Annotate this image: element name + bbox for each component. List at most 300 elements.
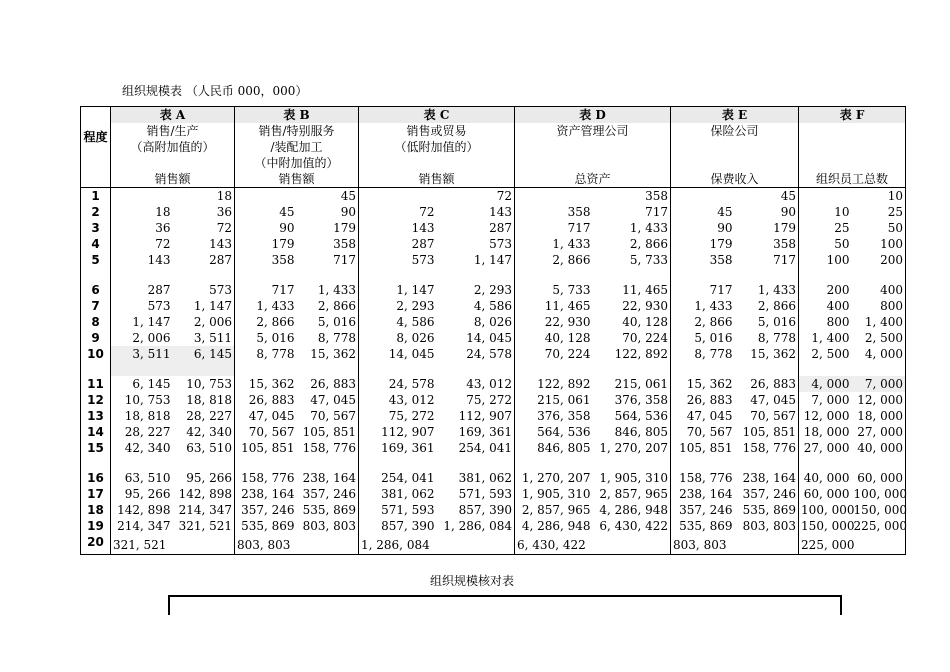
range-max: 70, 567 (297, 408, 359, 424)
table-row (81, 518, 906, 534)
range-min: 15, 362 (248, 377, 295, 391)
range-max: 40, 000 (852, 440, 906, 456)
range-max: 1, 286, 084 (437, 518, 515, 534)
range-max: 400 (852, 282, 906, 298)
range-max: 47, 045 (735, 392, 799, 408)
range-max: 1, 433 (593, 220, 671, 236)
range-min (799, 188, 852, 205)
range-max: 573 (173, 282, 235, 298)
range-max: 254, 041 (437, 440, 515, 456)
range-max: 287 (173, 252, 235, 268)
spacer-cell (437, 456, 515, 470)
range-max: 15, 362 (297, 346, 359, 362)
range-min: 2, 857, 965 (521, 503, 591, 517)
table-description: （高附加值的） (111, 139, 235, 155)
range-max: 150, 000 (853, 503, 907, 517)
spacer-cell (359, 362, 437, 376)
range-max: 8, 778 (297, 330, 359, 346)
range-min: 535, 869 (679, 519, 733, 533)
spacer-cell (173, 362, 235, 376)
range-min: 112, 907 (381, 425, 435, 439)
spacer-cell (515, 268, 593, 282)
range-max: 14, 045 (437, 330, 515, 346)
header-row-names (81, 107, 906, 124)
range-min: 15, 362 (686, 377, 733, 391)
range-min: 357, 246 (241, 503, 295, 517)
range-min: 287 (147, 283, 171, 297)
range-max: 40, 128 (593, 314, 671, 330)
range-min: 2, 293 (396, 299, 435, 313)
range-min: 18, 818 (124, 409, 171, 423)
range-min: 6, 145 (132, 377, 171, 391)
spacer-cell (297, 456, 359, 470)
range-min: 42, 340 (124, 441, 171, 455)
table-description: 销售或贸易 (359, 123, 515, 139)
range-min: 1, 286, 084 (359, 534, 437, 555)
range-min: 1, 270, 207 (521, 471, 591, 485)
spacer-cell (799, 456, 852, 470)
table-metric: 总资产 (515, 171, 671, 188)
range-min: 40, 000 (803, 471, 850, 485)
range-max: 200 (852, 252, 906, 268)
table-row (81, 252, 906, 268)
range-max: 50 (852, 220, 906, 236)
spacer-cell (671, 268, 735, 282)
spacer-cell (81, 268, 111, 282)
range-min: 40, 128 (544, 331, 591, 345)
row-spacer (81, 268, 906, 282)
table-row (81, 220, 906, 236)
range-max: 8, 026 (437, 314, 515, 330)
range-min: 14, 045 (388, 347, 435, 361)
range-min: 8, 026 (396, 331, 435, 345)
range-max: 1, 270, 207 (593, 440, 671, 456)
range-min: 26, 883 (248, 393, 295, 407)
table-row (81, 346, 906, 362)
range-max: 571, 593 (437, 486, 515, 502)
range-max: 1, 147 (173, 298, 235, 314)
range-min: 100, 000 (801, 503, 855, 517)
table-description: 销售/生产 (111, 123, 235, 139)
organization-size-table (80, 106, 906, 555)
range-max: 1, 400 (852, 314, 906, 330)
table-row (81, 424, 906, 440)
range-max: 26, 883 (735, 376, 799, 392)
range-min: 26, 883 (686, 393, 733, 407)
level-number: 15 (81, 440, 111, 456)
level-number: 1 (81, 188, 111, 205)
range-min: 179 (709, 237, 733, 251)
table-row (81, 408, 906, 424)
range-max: 2, 866 (735, 298, 799, 314)
range-min: 50 (834, 237, 850, 251)
table-row (81, 440, 906, 456)
spacer-cell (735, 362, 799, 376)
table-name: 表 D (515, 107, 671, 124)
table-description (799, 123, 906, 139)
spacer-cell (173, 456, 235, 470)
range-min: 72 (419, 205, 435, 219)
range-min: 72 (155, 237, 171, 251)
range-max: 11, 465 (593, 282, 671, 298)
range-max: 1, 433 (735, 282, 799, 298)
range-min: 90 (279, 221, 295, 235)
range-min: 358 (709, 253, 733, 267)
range-max: 158, 776 (735, 440, 799, 456)
range-min: 200 (826, 283, 850, 297)
range-min: 803, 803 (671, 534, 735, 555)
range-min: 4, 000 (799, 376, 852, 392)
table-metric: 组织员工总数 (799, 171, 906, 188)
range-min: 63, 510 (124, 471, 171, 485)
level-number: 7 (81, 298, 111, 314)
range-max: 2, 006 (173, 314, 235, 330)
level-number: 18 (81, 502, 111, 518)
range-min: 717 (567, 221, 591, 235)
range-max: 535, 869 (297, 502, 359, 518)
range-min: 254, 041 (381, 471, 435, 485)
table-description (671, 155, 799, 171)
range-max: 321, 521 (173, 518, 235, 534)
table-description: （中附加值的） (235, 155, 359, 171)
range-max: 18, 818 (173, 392, 235, 408)
range-max: 179 (297, 220, 359, 236)
table-description (515, 139, 671, 155)
range-min: 5, 733 (552, 283, 591, 297)
table-row (81, 534, 906, 555)
range-max: 5, 016 (297, 314, 359, 330)
range-min: 4, 286, 948 (521, 519, 591, 533)
range-max: 357, 246 (297, 486, 359, 502)
header-row-desc (81, 139, 906, 155)
range-min: 2, 866 (552, 253, 591, 267)
table-description (111, 155, 235, 171)
range-max: 27, 000 (852, 424, 906, 440)
level-number: 17 (81, 486, 111, 502)
table-row (81, 330, 906, 346)
range-max: 358 (593, 188, 671, 205)
range-max: 358 (297, 236, 359, 252)
spacer-cell (111, 268, 173, 282)
table-metric: 销售额 (111, 171, 235, 188)
range-min: 1, 147 (396, 283, 435, 297)
range-max (593, 534, 671, 555)
range-min: 45 (717, 205, 733, 219)
range-max: 573 (437, 236, 515, 252)
range-min: 45 (279, 205, 295, 219)
range-min: 36 (155, 221, 171, 235)
row-spacer (81, 362, 906, 376)
range-max: 1, 433 (297, 282, 359, 298)
range-min: 571, 593 (381, 503, 435, 517)
range-max: 72 (437, 188, 515, 205)
table-row (81, 502, 906, 518)
range-max: 45 (297, 188, 359, 205)
level-number: 5 (81, 252, 111, 268)
range-min (671, 188, 735, 205)
range-max: 95, 266 (173, 470, 235, 486)
range-max: 24, 578 (437, 346, 515, 362)
spacer-cell (235, 456, 297, 470)
range-max: 846, 805 (593, 424, 671, 440)
level-number: 8 (81, 314, 111, 330)
range-max: 42, 340 (173, 424, 235, 440)
range-max: 179 (735, 220, 799, 236)
range-min: 1, 433 (256, 299, 295, 313)
range-min: 803, 803 (235, 534, 297, 555)
range-max: 100, 000 (853, 487, 907, 501)
range-min: 100 (826, 253, 850, 267)
header-row-desc (81, 123, 906, 139)
spacer-cell (735, 456, 799, 470)
range-min (111, 188, 173, 205)
spacer-cell (359, 268, 437, 282)
range-min: 75, 272 (388, 409, 435, 423)
table-name: 表 C (359, 107, 515, 124)
range-max: 28, 227 (173, 408, 235, 424)
range-max: 10 (852, 188, 906, 205)
range-max: 70, 224 (593, 330, 671, 346)
range-min: 2, 006 (132, 331, 171, 345)
range-min: 143 (411, 221, 435, 235)
range-min: 800 (826, 315, 850, 329)
range-max: 4, 286, 948 (593, 502, 671, 518)
range-min: 1, 905, 310 (521, 487, 591, 501)
range-max: 45 (735, 188, 799, 205)
range-max: 15, 362 (735, 346, 799, 362)
range-max: 376, 358 (593, 392, 671, 408)
range-max: 717 (297, 252, 359, 268)
range-min: 4, 586 (396, 315, 435, 329)
range-min: 400 (826, 299, 850, 313)
range-max: 43, 012 (437, 376, 515, 392)
range-max: 5, 733 (593, 252, 671, 268)
spacer-cell (593, 362, 671, 376)
range-min: 70, 567 (248, 425, 295, 439)
range-min (235, 188, 297, 205)
spacer-cell (852, 268, 906, 282)
range-max: 857, 390 (437, 502, 515, 518)
table-description (799, 155, 906, 171)
table-description (515, 155, 671, 171)
table-row (81, 314, 906, 330)
range-max: 72 (173, 220, 235, 236)
range-min: 535, 869 (241, 519, 295, 533)
table-description (359, 155, 515, 171)
range-min: 90 (717, 221, 733, 235)
page-title: 组织规模表 （人民币 000，000） (122, 84, 308, 98)
level-number: 6 (81, 282, 111, 298)
range-min: 857, 390 (381, 519, 435, 533)
range-max (437, 534, 515, 555)
range-min: 846, 805 (537, 441, 591, 455)
range-max: 112, 907 (437, 408, 515, 424)
spacer-cell (593, 456, 671, 470)
range-min: 142, 898 (117, 503, 171, 517)
range-min: 70, 224 (544, 347, 591, 361)
level-number: 3 (81, 220, 111, 236)
table-row (81, 236, 906, 252)
table-row (81, 204, 906, 220)
range-max: 4, 586 (437, 298, 515, 314)
range-min: 321, 521 (111, 534, 173, 555)
range-min: 47, 045 (248, 409, 295, 423)
range-max: 357, 246 (735, 486, 799, 502)
range-max: 143 (437, 204, 515, 220)
range-max: 535, 869 (735, 502, 799, 518)
range-min: 7, 000 (811, 393, 850, 407)
level-number: 12 (81, 392, 111, 408)
range-min: 24, 578 (388, 377, 435, 391)
range-min: 573 (147, 299, 171, 313)
table-description: 销售/特别服务 (235, 123, 359, 139)
table-metric: 销售额 (235, 171, 359, 188)
range-min: 5, 016 (256, 331, 295, 345)
range-min: 11, 465 (544, 299, 591, 313)
range-max: 18 (173, 188, 235, 205)
range-max: 105, 851 (297, 424, 359, 440)
range-max: 142, 898 (173, 486, 235, 502)
header-row-metric (81, 171, 906, 188)
range-max: 22, 930 (593, 298, 671, 314)
range-min: 573 (411, 253, 435, 267)
level-number: 9 (81, 330, 111, 346)
level-number: 10 (81, 346, 111, 362)
level-number: 16 (81, 470, 111, 486)
range-min: 1, 433 (694, 299, 733, 313)
range-max: 7, 000 (852, 376, 906, 392)
range-max: 100 (852, 236, 906, 252)
range-min: 717 (709, 283, 733, 297)
range-max: 105, 851 (735, 424, 799, 440)
table-description: /装配加工 (235, 139, 359, 155)
range-max: 1, 905, 310 (593, 470, 671, 486)
range-min: 95, 266 (124, 487, 171, 501)
range-max: 4, 000 (852, 346, 906, 362)
range-max (297, 534, 359, 555)
range-min: 43, 012 (388, 393, 435, 407)
range-max: 18, 000 (852, 408, 906, 424)
range-max: 143 (173, 236, 235, 252)
range-max: 358 (735, 236, 799, 252)
range-min: 143 (147, 253, 171, 267)
range-max: 25 (852, 204, 906, 220)
range-min: 28, 227 (124, 425, 171, 439)
range-min: 150, 000 (801, 519, 855, 533)
range-min: 238, 164 (241, 487, 295, 501)
table-row (81, 282, 906, 298)
range-min (359, 188, 437, 205)
range-min: 225, 000 (799, 534, 852, 555)
range-min: 717 (271, 283, 295, 297)
range-max: 564, 536 (593, 408, 671, 424)
range-min: 1, 147 (132, 315, 171, 329)
range-min: 5, 016 (694, 331, 733, 345)
table-name: 表 F (799, 107, 906, 124)
range-min: 12, 000 (803, 409, 850, 423)
spacer-cell (437, 268, 515, 282)
range-max: 169, 361 (437, 424, 515, 440)
range-min: 238, 164 (679, 487, 733, 501)
range-max: 717 (593, 204, 671, 220)
range-min: 47, 045 (686, 409, 733, 423)
range-max: 800 (852, 298, 906, 314)
table-row (81, 298, 906, 314)
checklist-caption: 组织规模核对表 (430, 574, 515, 588)
range-min: 8, 778 (256, 347, 295, 361)
spacer-cell (359, 456, 437, 470)
range-max (735, 534, 799, 555)
range-max: 8, 778 (735, 330, 799, 346)
range-max: 1, 147 (437, 252, 515, 268)
range-min: 376, 358 (537, 409, 591, 423)
table-metric: 销售额 (359, 171, 515, 188)
range-max: 381, 062 (437, 470, 515, 486)
spacer-cell (81, 456, 111, 470)
table-row (81, 392, 906, 408)
spacer-cell (671, 362, 735, 376)
range-min: 158, 776 (679, 471, 733, 485)
range-max: 5, 016 (735, 314, 799, 330)
range-max: 26, 883 (297, 376, 359, 392)
level-number: 14 (81, 424, 111, 440)
range-max (173, 534, 235, 555)
header-row-desc (81, 155, 906, 171)
range-min: 2, 500 (811, 347, 850, 361)
range-min: 358 (567, 205, 591, 219)
spacer-cell (799, 268, 852, 282)
range-min: 214, 347 (117, 519, 171, 533)
table-description: 资产管理公司 (515, 123, 671, 139)
spacer-cell (111, 456, 173, 470)
spacer-cell (173, 268, 235, 282)
range-max: 75, 272 (437, 392, 515, 408)
range-min: 27, 000 (803, 441, 850, 455)
level-number: 20 (81, 534, 111, 555)
range-max: 47, 045 (297, 392, 359, 408)
table-name: 表 A (111, 107, 235, 124)
range-max: 215, 061 (593, 376, 671, 392)
range-max: 122, 892 (593, 346, 671, 362)
range-max: 225, 000 (853, 519, 907, 533)
range-max: 717 (735, 252, 799, 268)
range-max: 6, 430, 422 (593, 518, 671, 534)
spacer-cell (235, 362, 297, 376)
range-min: 381, 062 (381, 487, 435, 501)
range-min: 1, 400 (811, 331, 850, 345)
range-min: 60, 000 (803, 487, 850, 501)
range-min: 10, 753 (124, 393, 171, 407)
range-min: 287 (411, 237, 435, 251)
range-min: 105, 851 (241, 441, 295, 455)
table-row (81, 188, 906, 205)
range-min: 2, 866 (694, 315, 733, 329)
range-max: 2, 500 (852, 330, 906, 346)
range-max: 2, 866 (297, 298, 359, 314)
range-max: 2, 866 (593, 236, 671, 252)
range-min: 18 (155, 205, 171, 219)
spacer-cell (437, 362, 515, 376)
range-min: 179 (271, 237, 295, 251)
range-max: 60, 000 (852, 470, 906, 486)
table-metric: 保费收入 (671, 171, 799, 188)
table-description: （低附加值的） (359, 139, 515, 155)
table-row (81, 486, 906, 502)
level-number: 11 (81, 376, 111, 392)
spacer-cell (735, 268, 799, 282)
range-max (852, 534, 906, 555)
range-min: 8, 778 (694, 347, 733, 361)
